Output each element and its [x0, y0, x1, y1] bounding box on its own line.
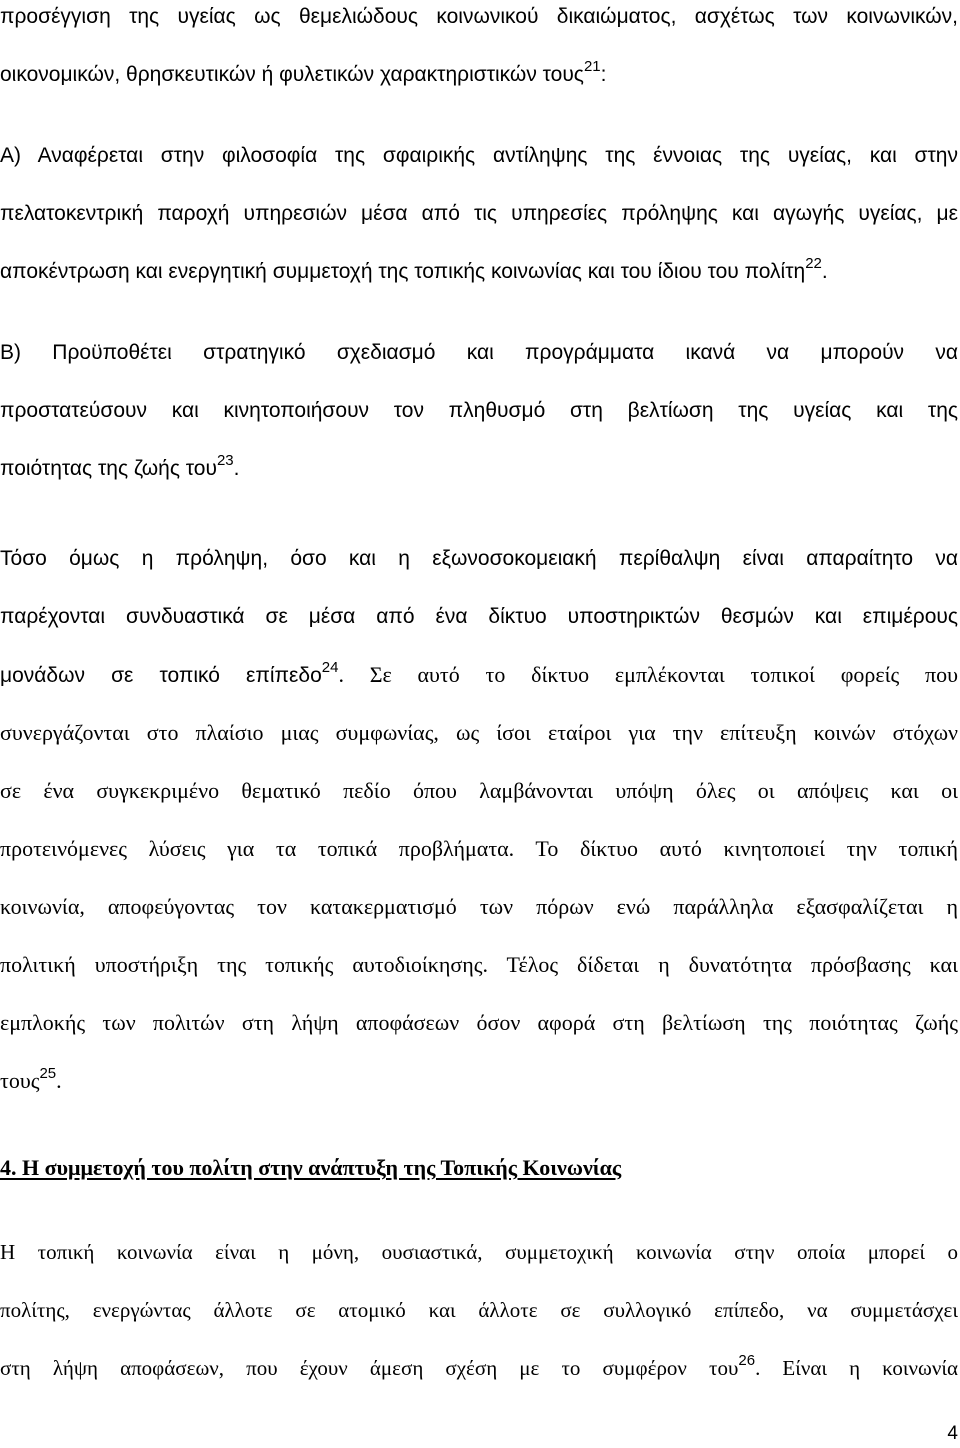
- text-line: παρέχονται συνδυαστικά σε μέσα από ένα δίκτυο υποστηρικτών θεσμών και επιμέρους: [0, 605, 958, 628]
- footnote-ref: 21: [583, 58, 601, 75]
- text-line: πελατοκεντρική παροχή υπηρεσιών μέσα από τις υπηρεσίες πρόληψης και αγωγής υγείας, με: [0, 202, 958, 225]
- paragraph-b: [0, 324, 958, 498]
- text: ποιότητας της ζωής του: [0, 457, 217, 480]
- paragraph-local: [0, 1223, 958, 1397]
- section-heading-block: [0, 1139, 958, 1197]
- paragraph-network: [0, 530, 958, 1110]
- text: στη λήψη αποφάσεων, που έχουν άμεση σχέση με το συμφέρον του: [0, 1356, 739, 1380]
- text-line: [0, 646, 958, 704]
- text-line: προτεινόμενες λύσεις για τα τοπικά προβλήματα. Το δίκτυο αυτό κινητοποιεί την τοπική: [0, 836, 958, 861]
- footnote-ref: 26: [738, 1352, 756, 1369]
- text: :: [600, 63, 607, 86]
- text-line: [0, 1052, 958, 1110]
- text: . Είναι η κοινωνία: [755, 1356, 958, 1380]
- text: .: [56, 1068, 62, 1093]
- text-line: συνεργάζονται στο πλαίσιο μιας συμφωνίας, ως ίσοι εταίροι για την επίτευξη κοινών στόχων: [0, 720, 958, 745]
- text: τους: [0, 1068, 40, 1093]
- text-line: προστατεύσουν και κινητοποιήσουν τον πληθυσμό στη βελτίωση της υγείας και της: [0, 399, 958, 422]
- paragraph-a: [0, 127, 958, 301]
- text-line: πολιτική υποστήριξη της τοπικής αυτοδιοίκησης. Τέλος δίδεται η δυνατότητα πρόσβασης και: [0, 952, 958, 977]
- text-line: Β) Προϋποθέτει στρατηγικό σχεδιασμό και προγράμματα ικανά να μπορούν να: [0, 341, 958, 364]
- text: αποκέντρωση και ενεργητική συμμετοχή της τοπικής κοινωνίας και του ίδιου του πολίτη: [0, 260, 806, 283]
- text-line: κοινωνία, αποφεύγοντας τον κατακερματισμό των πόρων ενώ παράλληλα εξασφαλίζεται η: [0, 894, 958, 919]
- text: οικονομικών, θρησκευτικών ή φυλετικών χαρακτηριστικών τους: [0, 63, 584, 86]
- text-line: [0, 46, 958, 104]
- text: .: [821, 260, 828, 283]
- text: . Σε αυτό το δίκτυο εμπλέκονται τοπικοί φορείς που: [338, 662, 958, 687]
- text-line: σε ένα συγκεκριμένο θεματικό πεδίο όπου λαμβάνονται υπόψη όλες οι απόψεις και οι: [0, 778, 958, 803]
- text-line: [0, 243, 958, 301]
- section-heading: 4. Η συμμετοχή του πολίτη στην ανάπτυξη της Τοπικής Κοινωνίας: [0, 1155, 622, 1180]
- text-line: Τόσο όμως η πρόληψη, όσο και η εξωνοσοκομειακή περίθαλψη είναι απαραίτητο να: [0, 547, 958, 570]
- text: μονάδων σε τοπικό επίπεδο: [0, 664, 322, 687]
- text-line: [0, 440, 958, 498]
- page-number: 4: [947, 1423, 958, 1444]
- text-line: [0, 1339, 958, 1397]
- text-line: πολίτης, ενεργώντας άλλοτε σε ατομικό και άλλοτε σε συλλογικό επίπεδο, να συμμετάσχει: [0, 1298, 958, 1322]
- text-line: Η τοπική κοινωνία είναι η μόνη, ουσιαστικά, συμμετοχική κοινωνία στην οποία μπορεί ο: [0, 1240, 958, 1264]
- text: .: [233, 457, 240, 480]
- footnote-ref: 25: [39, 1064, 57, 1082]
- text-line: εμπλοκής των πολιτών στη λήψη αποφάσεων όσον αφορά στη βελτίωση της ποιότητας ζωής: [0, 1010, 958, 1035]
- text-line: Α) Αναφέρεται στην φιλοσοφία της σφαιρικής αντίληψης της έννοιας της υγείας, και στην: [0, 144, 958, 167]
- footnote-ref: 22: [805, 255, 822, 272]
- text-line: προσέγγιση της υγείας ως θεμελιώδους κοινωνικού δικαιώματος, ασχέτως των κοινωνικών,: [0, 5, 958, 28]
- paragraph-intro: [0, 0, 958, 104]
- footnote-ref: 23: [216, 452, 234, 469]
- footnote-ref: 24: [321, 659, 339, 676]
